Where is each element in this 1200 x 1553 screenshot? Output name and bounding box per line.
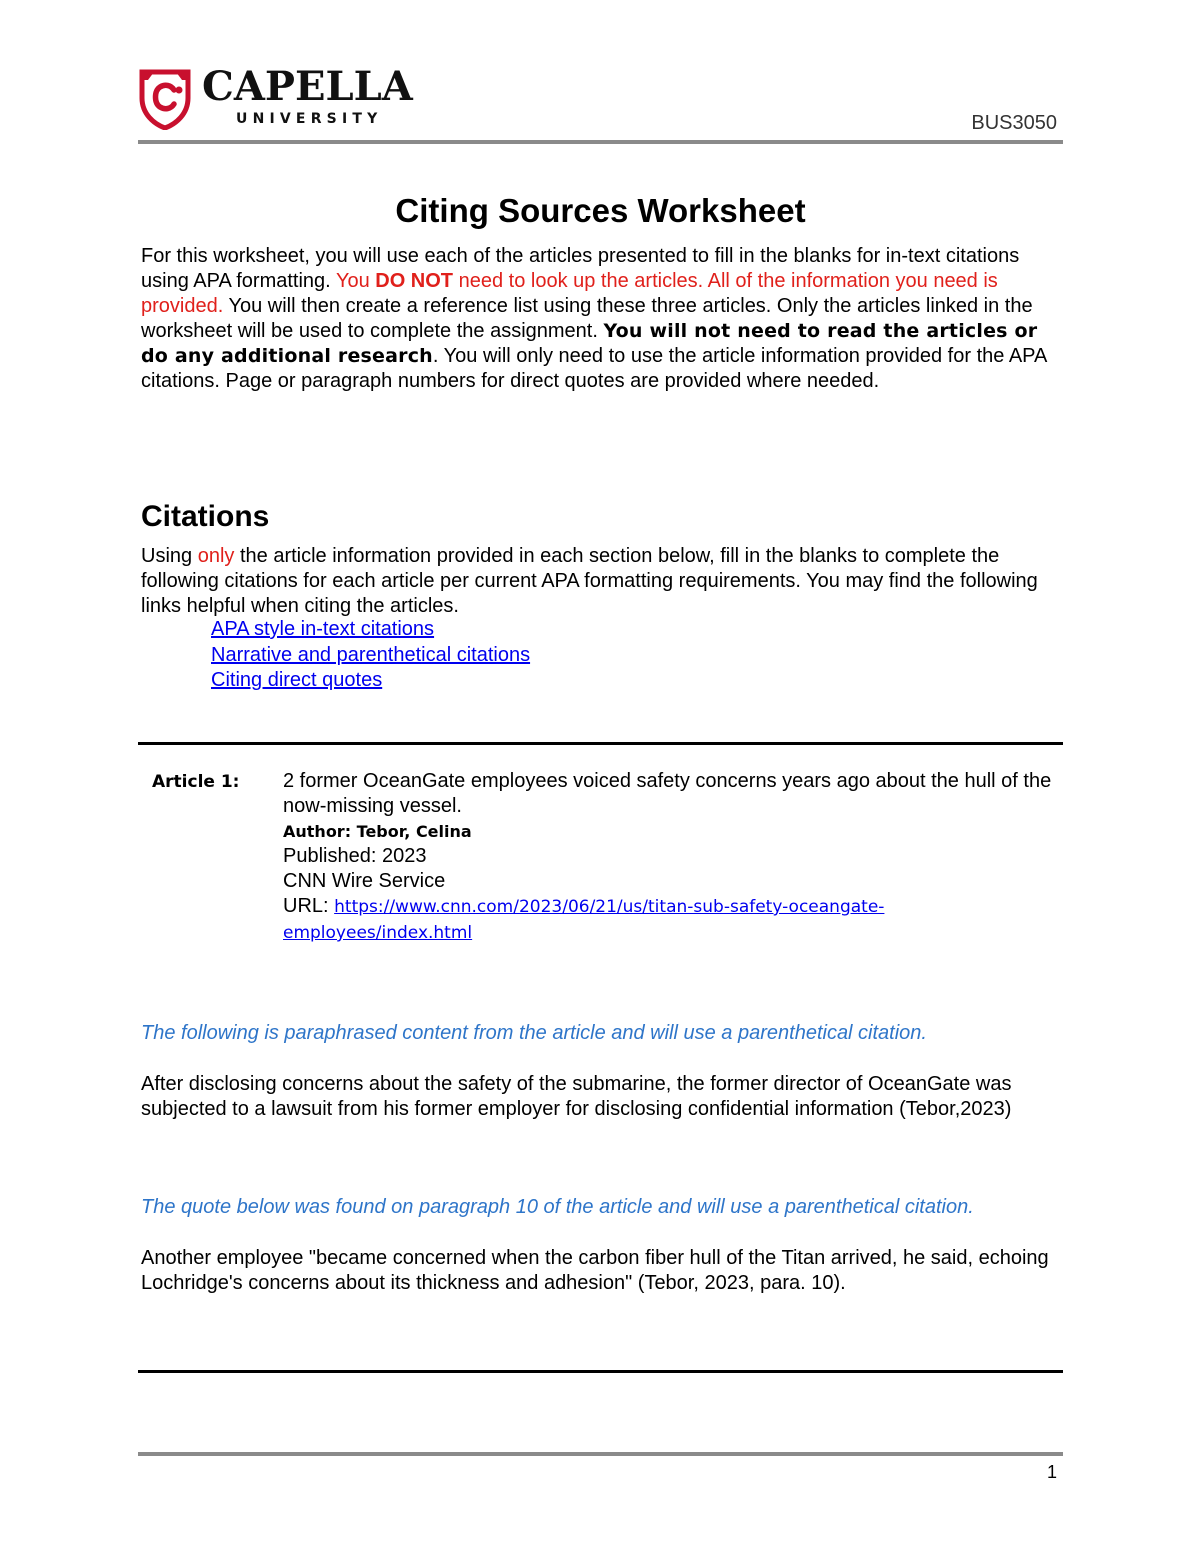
logo-subtitle: UNIVERSITY (236, 111, 383, 127)
intro-bold: You will not need to read the articles or do any additional research (141, 320, 1038, 367)
link-apa-in-text[interactable]: APA style in-text citations (211, 618, 435, 640)
article-title: 2 former OceanGate employees voiced safety concerns years ago about the hull of the now-missing vessel. (283, 770, 1052, 817)
article-publisher: CNN Wire Service (283, 870, 446, 892)
quote-text: Another employee "became concerned when the carbon fiber hull of the Titan arrived, he said, echoing Lochridge's concerns about its thickness and adhesion" (Tebor, 2023, para. 10). (141, 1247, 1049, 1294)
article-url-label: URL: (283, 895, 335, 917)
citations-heading: Citations (141, 500, 270, 533)
page-number: 1 (1046, 1462, 1057, 1482)
document-page (138, 0, 1063, 1553)
footer-divider (138, 1452, 1063, 1456)
article-details (283, 769, 1063, 946)
intro-red-1: You (335, 270, 376, 292)
intro-red-bold: DO NOT (375, 270, 454, 292)
citations-text-1: Using (141, 545, 198, 567)
shield-icon (138, 68, 192, 130)
logo-wordmark: CAPELLA (202, 63, 413, 110)
capella-logo (138, 63, 428, 132)
page-header (138, 63, 1063, 142)
intro-text-3: . You will only need to use the article information provided for the APA citations. Page or paragraph numbers for direct quotes are provided where needed. (141, 345, 1047, 392)
intro-text-2: You will then create a reference list using these three articles. Only the articles linked in the worksheet will be used to complete the assignment. (141, 295, 1033, 342)
intro-text-1: For this worksheet, you will use each of the articles presented to fill in the blanks for in-text citations using APA formatting. (141, 245, 1020, 292)
article-published: Published: 2023 (283, 845, 427, 867)
intro-paragraph (141, 244, 1056, 394)
article-bottom-divider (138, 1370, 1063, 1373)
citations-paragraph (141, 544, 1056, 619)
header-divider (138, 140, 1063, 144)
link-direct-quotes[interactable]: Citing direct quotes (211, 669, 383, 691)
page-title: Citing Sources Worksheet (395, 192, 806, 229)
paraphrase-note: The following is paraphrased content from the article and will use a parenthetical citation. (141, 1022, 927, 1044)
paraphrase-text: After disclosing concerns about the safety of the submarine, the former director of OceanGate was subjected to a lawsuit from his former employer for disclosing confidential information (Tebor,2023) (141, 1073, 1012, 1120)
article-author: Author: Tebor, Celina (283, 822, 472, 841)
quote-note: The quote below was found on paragraph 10 of the article and will use a parenthetical citation. (141, 1196, 974, 1218)
article-top-divider (138, 742, 1063, 745)
intro-red-2: need to look up the articles. All of the information you need is provided. (141, 270, 998, 317)
course-code: BUS3050 (971, 112, 1057, 134)
link-narrative-parenthetical[interactable]: Narrative and parenthetical citations (211, 643, 531, 666)
citations-only: only (197, 545, 235, 567)
article-label: Article 1: (152, 772, 240, 792)
article-url-line (283, 894, 1063, 946)
article-url-link[interactable]: https://www.cnn.com/2023/06/21/us/titan-sub-safety-oceangate-employees/index.html (283, 897, 885, 943)
helpful-links (211, 617, 530, 694)
citations-text-2: the article information provided in each section below, fill in the blanks to complete the following citations for each article per current APA formatting requirements. You may find the following links helpful when citing the articles. (141, 545, 1038, 617)
